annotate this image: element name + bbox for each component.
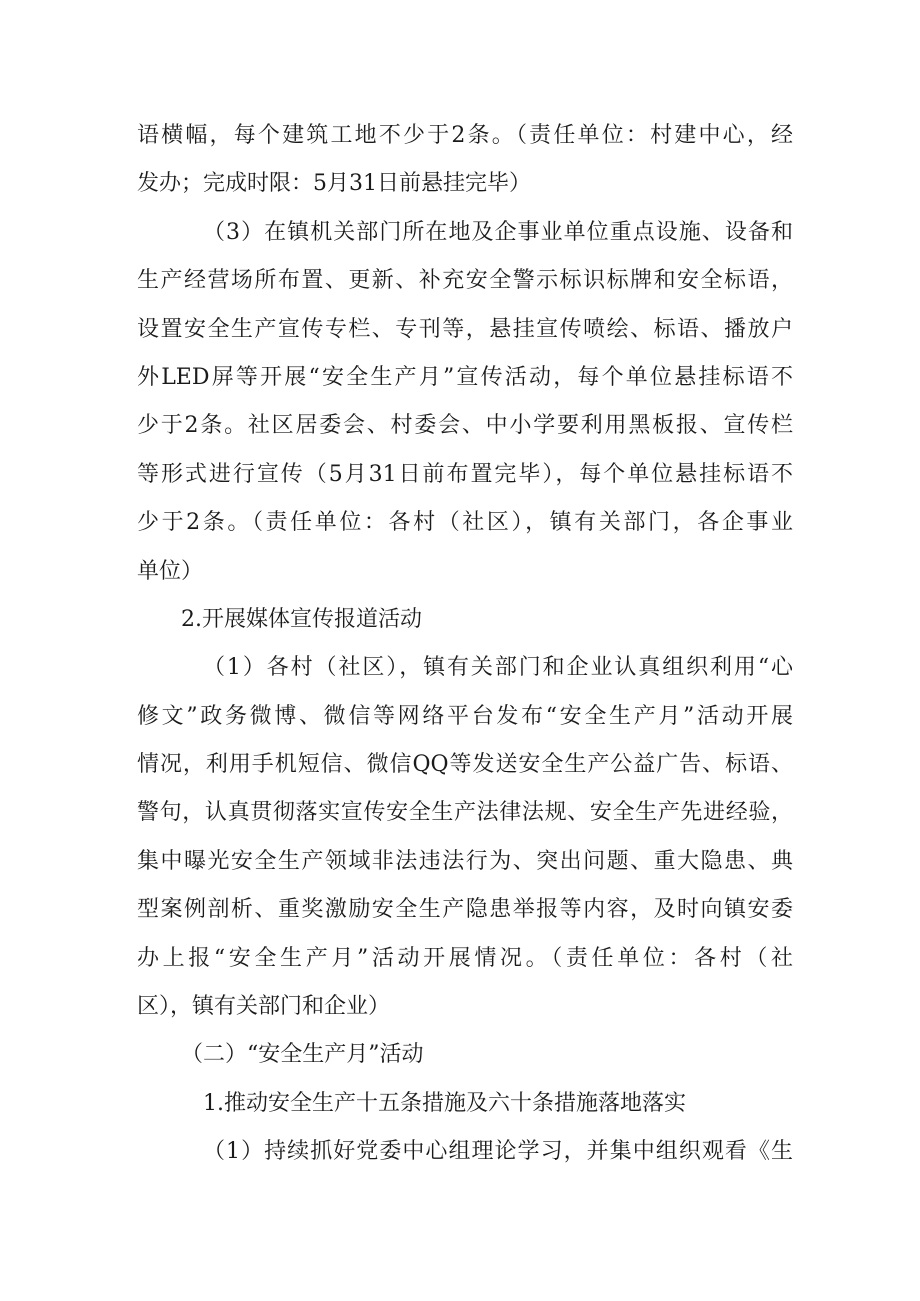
text-line: 设置安全生产宣传专栏、专刊等，悬挂宣传喷绘、标语、播放户 <box>137 316 793 342</box>
text-line: 警句，认真贯彻落实宣传安全生产法律法规、安全生产先进经验， <box>137 800 793 826</box>
text-line: 修文”政务微博、微信等网络平台发布“安全生产月”活动开展 <box>137 703 793 729</box>
text-line: 单位） <box>137 558 204 584</box>
section-heading: 1.推动安全生产十五条措施及六十条措施落地落实 <box>203 1090 686 1116</box>
text-line: 情况，利用手机短信、微信QQ等发送安全生产公益广告、标语、 <box>137 752 793 778</box>
text-line: 型案例剖析、重奖激励安全生产隐患举报等内容，及时向镇安委 <box>137 897 793 923</box>
text-line: 少于2条。社区居委会、村委会、中小学要利用黑板报、宣传栏 <box>137 413 793 439</box>
text-line: （1）各村（社区），镇有关部门和企业认真组织利用“心 <box>203 655 793 681</box>
text-line: 集中曝光安全生产领域非法违法行为、突出问题、重大隐患、典 <box>137 848 793 874</box>
section-heading: 2.开展媒体宣传报道活动 <box>181 606 422 632</box>
text-line: 外LED屏等开展“安全生产月”宣传活动，每个单位悬挂标语不 <box>137 364 793 390</box>
text-line: 语横幅，每个建筑工地不少于2条。（责任单位：村建中心，经 <box>137 123 793 148</box>
text-line: 办上报“安全生产月”活动开展情况。（责任单位：各村（社 <box>137 945 793 971</box>
text-line: 发办；完成时限：5月31日前悬挂完毕） <box>137 171 531 197</box>
text-line: 等形式进行宣传（5月31日前布置完毕），每个单位悬挂标语不 <box>137 461 793 487</box>
text-line: （1）持续抓好党委中心组理论学习，并集中组织观看《生 <box>203 1139 793 1165</box>
text-line: 生产经营场所布置、更新、补充安全警示标识标牌和安全标语， <box>137 268 793 294</box>
document-body <box>137 112 793 1177</box>
text-line: （3）在镇机关部门所在地及企事业单位重点设施、设备和 <box>203 219 793 245</box>
text-line: 少于2条。（责任单位：各村（社区），镇有关部门，各企事业 <box>137 510 793 536</box>
section-heading: （二）“安全生产月”活动 <box>181 1042 424 1068</box>
text-line: 区），镇有关部门和企业） <box>137 994 391 1020</box>
